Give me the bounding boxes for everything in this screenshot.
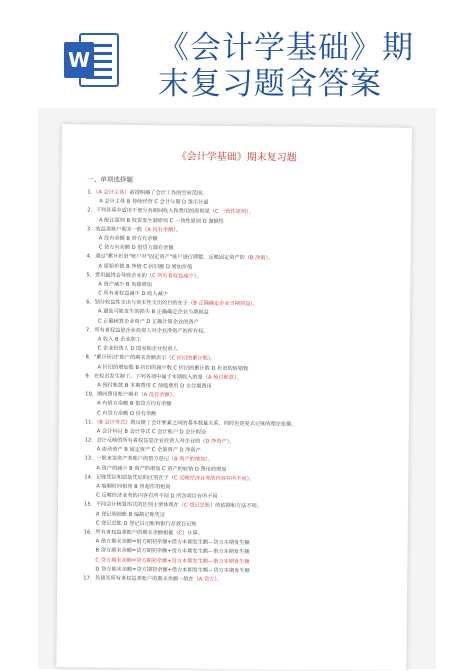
line-text: A 流动资产 B 固定资产 C 全部资产 D 净资产	[96, 446, 201, 454]
line-rest: ）。	[205, 457, 214, 464]
line-text: 8．"累计折旧"账户的期末余额表示（	[85, 354, 172, 362]
line-text: A 资产的减少 B 资产的增加 C 资产的转销 D 费用的增加	[96, 465, 227, 473]
line-text: A 资产减少 B 负债增加	[98, 281, 152, 288]
answer-text: C 登记总账	[183, 502, 211, 510]
line-rest: ）。	[193, 273, 202, 280]
line-text: C 正确核算企业资产 D 正确计算企业的资产	[97, 318, 199, 326]
question-list	[83, 188, 393, 586]
answer-text: C 折旧的累计数	[171, 355, 208, 363]
line-text: 6．划分收益性支出与资本性支出的目的在于（	[86, 299, 194, 307]
line-text: A 有借方余额 B 借贷方均有余额	[97, 400, 172, 408]
word-document-icon	[62, 30, 122, 90]
line-rest: ）。	[265, 255, 274, 262]
line-rest: ）。	[246, 209, 254, 216]
answer-text: C	[178, 530, 183, 537]
document-title: 《会计学基础》期末复习题	[176, 151, 297, 164]
answer-text: A 没有余额	[147, 226, 174, 234]
line-text: 16．所有者权益类账户的期末余额根据（	[83, 529, 179, 537]
line-text: D 贷方期末余额=贷方期初余额+借方本期发生额—贷方本期发生额	[95, 566, 250, 574]
line-text: C 所有者权益减少 D 收入减少	[98, 290, 168, 298]
line-text: A 折旧的增加数 B 折旧的减少数 C 折旧的累计数 D 折旧的转销数	[97, 364, 249, 372]
question-line	[83, 574, 389, 586]
line-rest: ）。	[250, 301, 259, 308]
header	[0, 0, 474, 112]
line-rest: ）的依据和方法不同。	[210, 503, 262, 510]
line-text: A 借方期末余额=借方期初余额+借方本期发生额—贷方本期发生额	[95, 538, 250, 547]
answer-text: C 所有者权益减少	[151, 272, 194, 280]
line-rest: ）。	[246, 475, 255, 483]
line-text: 11．（	[84, 419, 100, 426]
answer-text: C 反映经济业务的内容有所不同	[173, 475, 247, 482]
line-text: 1．（	[87, 189, 99, 196]
line-text: 7．所有者权益是企业投资人对企业净资产的所有权。	[85, 327, 209, 335]
line-rest: ）计算。	[182, 530, 203, 537]
answer-text: A 会计主体	[98, 189, 125, 196]
answer-text: A 贷方	[198, 576, 215, 583]
line-text: 4．通过"累计折旧"账户对"固定资产"账户进行调整，反映固定资产的（	[86, 253, 250, 262]
line-rest: ）既反映了会计要素之间的基本数量关系，同时也是复式记账的理论依据。	[125, 419, 297, 428]
answer-text: B 净值	[249, 255, 266, 262]
line-text: A 配比原则 B 权责发生制原则 C 一致性原则 D 谨慎性	[98, 217, 224, 225]
line-rest: ）。	[173, 227, 182, 234]
line-text: A 避免可能发生的损失 B 正确确定企业当期损益	[98, 308, 209, 317]
line-text: 9．在权责发生制下，下列各项中属于本期收入的是（	[85, 373, 209, 381]
answer-text: C 一致性原则	[214, 209, 247, 216]
line-text: 10．期间费用账户期末（	[85, 391, 144, 399]
answer-text: B 会计等式	[99, 419, 126, 426]
answer-text: D 净资产	[205, 438, 227, 445]
line-text: A 编制时间相同 B 用起作用相同	[96, 483, 171, 491]
line-text: C 企业投资人 D 国家和企业投资人	[97, 345, 178, 353]
answer-text: B 正确确定企业当期损益	[193, 300, 251, 308]
line-text: 15．不同会计核算形式的区别主要体现在（	[83, 501, 185, 509]
line-text: A 原始价值 B 净值 C 折旧额 D 增加价值	[98, 263, 193, 271]
line-rest: ）。	[207, 356, 216, 363]
line-text: 3．收益类账户期末一般（	[86, 226, 148, 233]
line-text: C 贷方期末余额=贷方期初余额+贷方本期发生额—借方本期发生额	[95, 557, 250, 565]
line-text: A 登记明细账 B 编制记账凭证	[95, 511, 166, 518]
line-text: 17．负债及所有者权益类账户的期末余额一般在（	[83, 575, 199, 583]
line-text: A 会计科目 B 会计等式 C 会计账户 D 会计假设	[96, 428, 207, 436]
line-text: C 有贷方余额 D 没有余额	[96, 410, 157, 417]
line-text: C 登记总账 D 登记日记账和银行存款日记账	[95, 520, 197, 528]
line-rest: ）。	[226, 438, 235, 446]
line-text: 13．一般来说资产类账户的借方登记（	[84, 455, 175, 463]
line-rest: ）。	[233, 374, 242, 381]
answer-text: A 预付账款	[207, 374, 234, 381]
line-text: 2．下列各项中适用于划分各期间收入和费用的原则是（	[87, 207, 215, 216]
line-text: A 会计主体 B 持续经营 C 会计分期 D 货币计量	[99, 198, 209, 206]
document-page	[56, 124, 412, 671]
answer-text: B 资产的增加	[174, 456, 206, 464]
line-text: C 贷方有余额 D 借贷方都有余额	[98, 244, 174, 252]
answer-text: A 没有余额	[143, 392, 170, 399]
line-text: A 预付账款 B 本期费用 C 预提费用 D 支付期费用	[97, 382, 212, 390]
line-text: A 收入 B 企业职工	[97, 336, 141, 344]
page-title-line-1: 《会计学基础》期	[158, 30, 414, 66]
line-text: C 反映经济业务的内容有所不同 D 所含项目有所不同	[96, 492, 218, 501]
line-rest: ）前提明确了会计工作的空间范围。	[124, 189, 208, 197]
line-text: 14．记账凭证和原始凭证的区别在于（	[84, 474, 174, 482]
svg-text:W: W	[67, 48, 91, 72]
line-text: B 贷方期末余额=贷方期初余额+贷方本期发生额—借方本期发生额	[95, 547, 250, 556]
line-text: 5．费用最终会导致企业的（	[86, 272, 153, 279]
line-rest: ）。	[214, 576, 223, 583]
page-title-line-2: 末复习题含答案	[158, 66, 382, 102]
section-heading: 一、单项选择题	[87, 175, 133, 184]
line-text: 12．会计反映的所有者权益是企业投资人对企业的（	[84, 437, 206, 445]
line-rest: ）。	[169, 392, 178, 399]
line-text: A 没有余额 B 借方有余额	[98, 235, 158, 243]
